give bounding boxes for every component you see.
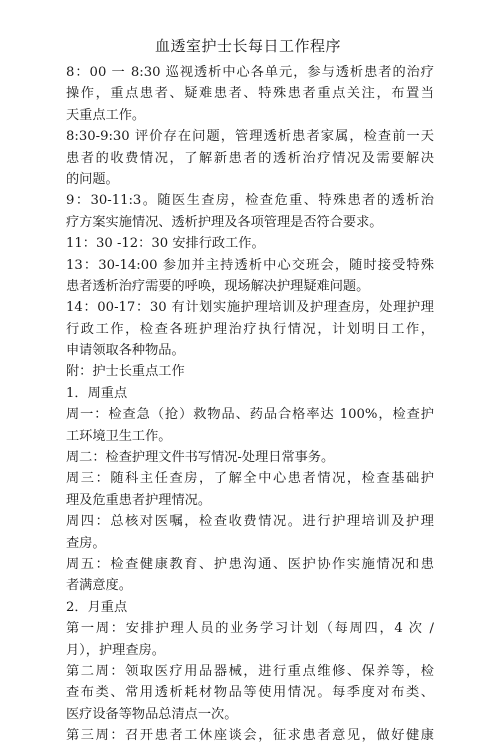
text-line: 的问题。 [66,171,119,187]
text-line: 月），护理查房。 [66,642,165,658]
text-line: 操作，重点患者、疑难患者、特殊患者重点关注，布置当 [66,86,434,102]
text-line: 1．周重点 [66,385,128,401]
text-line: 周二：检查护理文件书写情况-处理日常事务。 [66,450,335,466]
text-line: 附：护士长重点工作 [66,364,185,380]
document-title: 血透室护士长每日工作程序 [154,37,341,55]
text-line: 14：00-17：30 有计划实施护理培训及护理查房，处理护理 [66,300,434,316]
text-line: 周三：随科主任查房，了解全中心患者情况，检查基础护 [66,471,434,487]
text-line: 11：30 -12：30 安排行政工作。 [66,236,265,252]
text-line: 周一：检查急（抢）救物品、药品合格率达 100%，检查护 [66,407,434,423]
text-line: 疗方案实施情况、透析护理及各项管理是否符合要求。 [66,214,383,230]
text-line: 查房。 [66,535,106,551]
text-line: 患者透析治疗需要的呼唤，现场解决护理疑难问题。 [66,278,370,294]
text-line: 8：00 一 8:30 巡视透析中心各单元，参与透析患者的治疗 [66,65,434,80]
text-line: 周四：总核对医嘱，检查收费情况。进行护理培训及护理 [66,514,434,530]
text-line: 工环境卫生工作。 [66,428,172,444]
text-line: 医疗设备等物品总清点一次。 [66,706,238,722]
text-line: 8:30-9:30 评价存在问题，管理透析患者家属，检查前一天 [66,129,434,145]
text-line: 者满意度。 [66,578,132,594]
text-line: 9：30-11:3。随医生查房，检查危重、特殊患者的透析治 [66,193,434,209]
text-line: 理及危重患者护理情况。 [66,492,212,508]
text-line: 患者的收费情况，了解新患者的透析治疗情况及需要解决 [66,150,434,166]
text-line: 第二周：领取医疗用品器械，进行重点维修、保养等，检 [66,663,434,679]
text-line: 2．月重点 [66,599,128,615]
text-line: 13：30-14:00 参加并主持透析中心交班会，随时接受特殊 [66,257,434,273]
text-line: 申请领取各种物品。 [66,343,185,359]
document-body [66,62,434,747]
text-line: 行政工作，检查各班护理治疗执行情况，计划明日工作， [66,321,434,337]
text-line: 第三周：召开患者工休座谈会，征求患者意见，做好健康 [66,728,434,744]
text-line: 第一周：安排护理人员的业务学习计划（每周四，4 次 / [66,621,434,637]
text-line: 天重点工作。 [66,107,146,123]
text-line: 查布类、常用透析耗材物品等使用情况。每季度对布类、 [66,685,434,701]
text-line: 周五：检查健康教育、护患沟通、医护协作实施情况和患 [66,556,434,572]
